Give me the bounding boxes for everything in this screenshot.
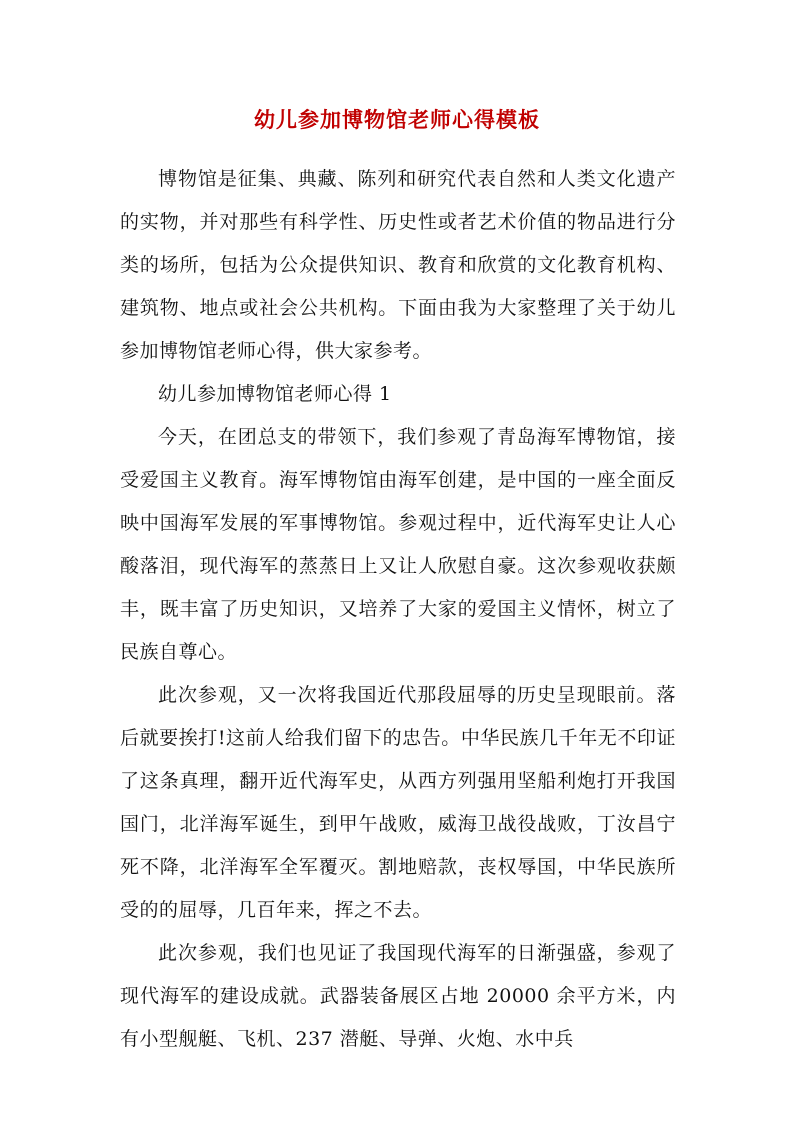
body-paragraph: 此次参观，又一次将我国近代那段屈辱的历史呈现眼前。落后就要挨打!这前人给我们留下的忠告。中华民族几千年无不印证了这条真理，翻开近代海军史，从西方列强用坚船利炮打开我国国门，北洋海军诞生，到甲午战败，威海卫战役战败，丁汝昌宁死不降，北洋海军全军覆灭。割地赔款，丧权辱国，中华民族所受的的屈辱，几百年来，挥之不去。	[120, 684, 676, 921]
document-body	[120, 158, 676, 1061]
body-paragraph: 此次参观，我们也见证了我国现代海军的日渐强盛，参观了现代海军的建设成就。武器装备展区占地 20000 余平方米，内有小型舰艇、飞机、237 潜艇、导弹、火炮、水中兵	[120, 942, 676, 1050]
body-paragraph: 今天，在团总支的带领下，我们参观了青岛海军博物馆，接受爱国主义教育。海军博物馆由海军创建，是中国的一座全面反映中国海军发展的军事博物馆。参观过程中，近代海军史让人心酸落泪，现代海军的蒸蒸日上又让人欣慰自豪。这次参观收获颇丰，既丰富了历史知识，又培养了大家的爱国主义情怀，树立了民族自尊心。	[120, 426, 676, 663]
document-title: 幼儿参加博物馆老师心得模板	[254, 107, 540, 132]
intro-paragraph: 博物馆是征集、典藏、陈列和研究代表自然和人类文化遗产的实物，并对那些有科学性、历史性或者艺术价值的物品进行分类的场所，包括为公众提供知识、教育和欣赏的文化教育机构、建筑物、地点或社会公共机构。下面由我为大家整理了关于幼儿参加博物馆老师心得，供大家参考。	[120, 168, 676, 362]
section-heading: 幼儿参加博物馆老师心得 1	[158, 383, 392, 405]
